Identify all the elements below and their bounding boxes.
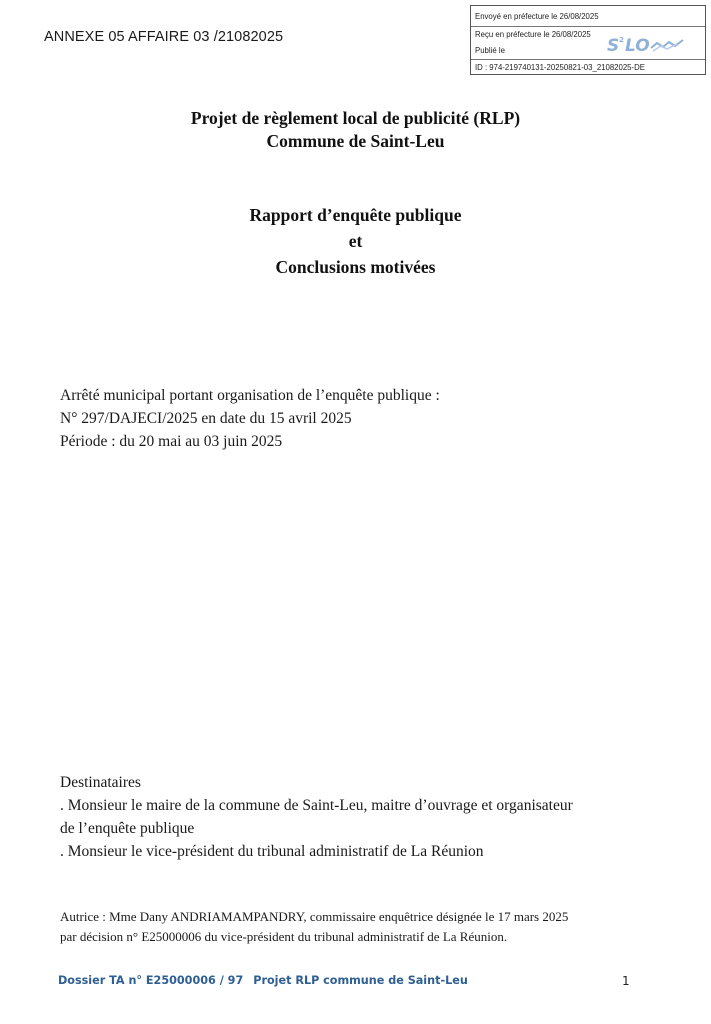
author-line-1: Autrice : Mme Dany ANDRIAMAMPANDRY, commissaire enquêtrice désignée le 17 mars 2025 [60, 909, 569, 924]
arrete-line-1: Arrêté municipal portant organisation de l’enquête publique : [60, 387, 440, 404]
svg-text:2: 2 [619, 36, 624, 44]
stamp-recu: Reçu en préfecture le 26/08/2025 [475, 30, 591, 39]
s2lo-logo [607, 34, 685, 56]
document-subtitle [0, 202, 711, 280]
stamp-publie: Publié le [475, 46, 505, 55]
stamp-id: ID : 974-219740131-20250821-03_21082025-DE [475, 63, 645, 72]
stamp-divider [471, 59, 705, 60]
prefecture-stamp [470, 5, 706, 75]
author-block [60, 907, 568, 947]
svg-text:S: S [607, 36, 620, 56]
footer-dossier: Dossier TA n° E25000006 / 97 [58, 974, 244, 987]
document-title [0, 107, 711, 153]
page-number: 1 [622, 974, 630, 988]
subtitle-line-3: Conclusions motivées [275, 257, 436, 277]
svg-text:LO: LO [625, 36, 650, 56]
destinataires-block [60, 771, 573, 863]
destinataire-line-3: . Monsieur le vice-président du tribunal administratif de La Réunion [60, 843, 484, 860]
destinataire-line-2: de l’enquête publique [60, 820, 195, 837]
subtitle-line-1: Rapport d’enquête publique [249, 205, 462, 225]
stamp-divider [471, 26, 705, 27]
subtitle-line-2: et [348, 231, 363, 251]
arrete-block [60, 384, 440, 453]
author-line-2: par décision n° E25000006 du vice-président du tribunal administratif de La Réunion. [60, 929, 508, 944]
arrete-line-2: N° 297/DAJECI/2025 en date du 15 avril 2025 [60, 410, 352, 427]
destinataire-line-1: . Monsieur le maire de la commune de Saint-Leu, maitre d’ouvrage et organisateur [60, 797, 573, 814]
title-line-1: Projet de règlement local de publicité (RLP) [190, 108, 521, 128]
annexe-reference: ANNEXE 05 AFFAIRE 03 /21082025 [44, 29, 284, 45]
footer-projet: Projet RLP commune de Saint-Leu [253, 974, 468, 987]
title-line-2: Commune de Saint-Leu [266, 131, 445, 151]
destinataires-heading: Destinataires [60, 774, 141, 791]
page-footer [58, 974, 468, 987]
arrete-line-3: Période : du 20 mai au 03 juin 2025 [60, 433, 283, 450]
stamp-envoye: Envoyé en préfecture le 26/08/2025 [475, 12, 599, 21]
